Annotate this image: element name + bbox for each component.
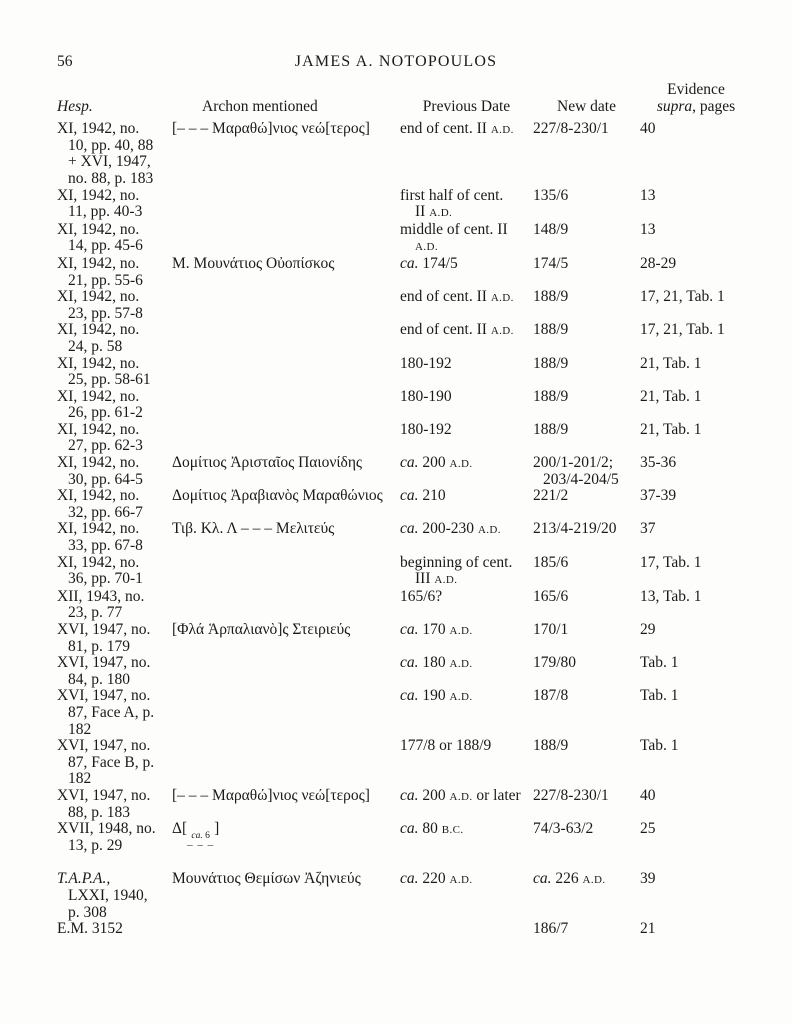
ref-cell: XI, 1942, no. 14, pp. 45-6: [57, 220, 143, 255]
evidence-cell: 40: [640, 120, 656, 138]
table-row: [57, 289, 752, 322]
new-date-cell: 185/6: [533, 553, 569, 571]
previous-date-cell: ca. 190 A.D.: [400, 687, 473, 705]
new-date-cell: 165/6: [533, 587, 569, 605]
chronology-table: [57, 82, 752, 938]
previous-date-cell: ca. 210: [400, 487, 446, 505]
ref-cell: XVI, 1947, no. 81, p. 179: [57, 621, 151, 655]
archon-cell: Δομίτιος Ἀραβιανὸς Μαραθώνιος: [172, 487, 383, 505]
previous-date-cell: end of cent. II A.D.: [400, 288, 514, 306]
table-row: [57, 688, 752, 738]
archon-cell: [– – – Μαραθώ]νιος νεώ[τερος]: [172, 120, 370, 138]
table-row: [57, 389, 752, 422]
previous-date-cell: end of cent. II A.D.: [400, 120, 514, 138]
previous-date-cell: 180-190: [400, 387, 452, 405]
previous-date-cell: middle of cent. II A.D.: [400, 220, 508, 254]
evidence-cell: 37: [640, 520, 656, 538]
evidence-cell: 13, Tab. 1: [640, 587, 702, 605]
ref-cell: XVI, 1947, no. 88, p. 183: [57, 786, 151, 821]
evidence-cell: Tab. 1: [640, 737, 679, 755]
previous-date-cell: 177/8 or 188/9: [400, 737, 492, 755]
evidence-cell: 35-36: [640, 454, 677, 472]
previous-date-cell: ca. 80 B.C.: [400, 820, 464, 838]
table-row: [57, 871, 752, 921]
archon-cell: Μ. Μουνάτιος Οὐοπίσκος: [172, 254, 335, 272]
ref-cell: XVI, 1947, no. 84, p. 180: [57, 654, 151, 688]
archon-cell: Τιβ. Κλ. Λ – – – Μελιτεύς: [172, 520, 335, 538]
table-row: [57, 121, 752, 187]
table-header-row: [57, 82, 752, 115]
table-row: [57, 455, 752, 488]
table-row: [57, 921, 752, 938]
table-row: [57, 622, 752, 655]
previous-date-cell: ca. 200 A.D.: [400, 454, 473, 472]
ref-cell: XVI, 1947, no. 87, Face B, p. 182: [57, 737, 155, 788]
ref-cell: XVII, 1948, no. 13, p. 29: [57, 820, 156, 854]
evidence-cell: 21, Tab. 1: [640, 420, 702, 438]
table-row: [57, 256, 752, 289]
evidence-cell: 13: [640, 220, 656, 238]
evidence-cell: 17, Tab. 1: [640, 553, 702, 571]
table-row: [57, 322, 752, 355]
ref-cell: XI, 1942, no. 21, pp. 55-6: [57, 254, 143, 289]
evidence-cell: 25: [640, 820, 656, 838]
column-header-hesp: Hesp.: [57, 97, 93, 115]
ref-cell: XI, 1942, no. 30, pp. 64-5: [57, 454, 143, 488]
new-date-cell: 179/80: [533, 654, 577, 672]
column-header-evidence-line2: supra, pages: [656, 97, 736, 115]
evidence-cell: Tab. 1: [640, 654, 679, 672]
previous-date-cell: ca. 170 A.D.: [400, 621, 473, 638]
table-row: [57, 356, 752, 389]
table-row: [57, 422, 752, 455]
archon-cell: [Φλά Ἁρπαλιανὸ]ς Στειριεύς: [172, 621, 351, 638]
table-body: [57, 121, 752, 938]
new-date-cell: 227/8-230/1: [533, 120, 609, 138]
ref-cell: XI, 1942, no. 10, pp. 40, 88 + XVI, 1947, no. 88, p. 183: [57, 120, 154, 187]
column-header-evidence-line1: Evidence: [667, 81, 725, 98]
new-date-cell: 74/3-63/2: [533, 820, 594, 838]
ref-cell: T.A.P.A., LXXI, 1940, p. 308: [57, 870, 148, 921]
table-row: [57, 521, 752, 554]
archon-cell: Μουνάτιος Θεμίσων Ἀζηνιεύς: [172, 870, 361, 888]
ref-cell: XI, 1942, no. 25, pp. 58-61: [57, 354, 151, 389]
ref-cell: XI, 1942, no. 32, pp. 66-7: [57, 487, 143, 521]
new-date-cell: 174/5: [533, 254, 569, 272]
page-number: 56: [57, 53, 73, 70]
table-row: [57, 788, 752, 821]
table-row: [57, 655, 752, 688]
evidence-cell: Tab. 1: [640, 687, 679, 705]
column-header-archon-mentioned: Archon mentioned: [202, 97, 318, 115]
new-date-cell: 148/9: [533, 220, 569, 238]
new-date-cell: 213/4-219/20: [533, 520, 617, 538]
evidence-cell: 21, Tab. 1: [640, 354, 702, 372]
new-date-cell: 135/6: [533, 186, 569, 204]
evidence-cell: 21, Tab. 1: [640, 387, 702, 405]
new-date-cell: 186/7: [533, 920, 569, 938]
ref-cell: XVI, 1947, no. 87, Face A, p. 182: [57, 687, 155, 738]
ref-cell: XI, 1942, no. 11, pp. 40-3: [57, 186, 143, 221]
new-date-cell: 187/8: [533, 687, 569, 705]
column-header-new-date: New date: [557, 97, 616, 115]
table-row: [57, 589, 752, 622]
previous-date-cell: end of cent. II A.D.: [400, 321, 514, 339]
evidence-cell: 28-29: [640, 254, 677, 272]
evidence-cell: 29: [640, 621, 656, 638]
new-date-cell: 188/9: [533, 288, 569, 306]
evidence-cell: 21: [640, 920, 656, 938]
new-date-cell: 221/2: [533, 487, 569, 505]
ref-cell: E.M. 3152: [57, 920, 123, 938]
previous-date-cell: ca. 220 A.D.: [400, 870, 473, 888]
table-row: [57, 555, 752, 589]
ref-cell: XI, 1942, no. 23, pp. 57-8: [57, 288, 143, 322]
table-row: [57, 488, 752, 521]
new-date-cell: 188/9: [533, 387, 569, 405]
column-header-previous-date: Previous Date: [422, 97, 511, 115]
previous-date-cell: ca. 174/5: [400, 254, 458, 272]
evidence-cell: 17, 21, Tab. 1: [640, 321, 725, 339]
ref-cell: XI, 1942, no. 26, pp. 61-2: [57, 387, 143, 422]
previous-date-cell: ca. 200-230 A.D.: [400, 520, 501, 538]
previous-date-cell: 180-192: [400, 354, 452, 372]
archon-cell: [– – – Μαραθώ]νιος νεώ[τερος]: [172, 786, 370, 804]
new-date-cell: 188/9: [533, 420, 569, 438]
new-date-cell: 188/9: [533, 737, 569, 755]
previous-date-cell: ca. 180 A.D.: [400, 654, 473, 672]
previous-date-cell: 165/6?: [400, 587, 443, 605]
new-date-cell: 170/1: [533, 621, 569, 638]
evidence-cell: 13: [640, 186, 656, 204]
ref-cell: XI, 1942, no. 27, pp. 62-3: [57, 420, 143, 455]
evidence-cell: 37-39: [640, 487, 677, 505]
new-date-cell: 200/1-201/2; 203/4-204/5: [533, 454, 619, 488]
previous-date-cell: beginning of cent. III A.D.: [400, 553, 513, 588]
table-row: [57, 188, 752, 222]
table-row: [57, 222, 752, 256]
previous-date-cell: first half of cent. II A.D.: [400, 186, 504, 221]
archon-cell: Δ[ ca. 6 – – – ]: [172, 820, 220, 852]
evidence-cell: 17, 21, Tab. 1: [640, 288, 725, 306]
new-date-cell: 227/8-230/1: [533, 786, 609, 804]
column-header-evidence: [640, 82, 752, 115]
ref-cell: XII, 1943, no. 23, p. 77: [57, 587, 145, 622]
table-row: [57, 738, 752, 788]
table-row: [57, 821, 752, 854]
page-title: JAMES A. NOTOPOULOS: [294, 53, 498, 70]
new-date-cell: 188/9: [533, 354, 569, 372]
new-date-cell: 188/9: [533, 321, 569, 339]
previous-date-cell: 180-192: [400, 420, 452, 438]
previous-date-cell: ca. 200 A.D. or later: [400, 786, 521, 804]
evidence-cell: 40: [640, 786, 656, 804]
archon-cell: Δομίτιος Ἀρισταῖος Παιονίδης: [172, 454, 363, 472]
ref-cell: XI, 1942, no. 33, pp. 67-8: [57, 520, 143, 555]
new-date-cell: ca. 226 A.D.: [533, 870, 606, 888]
ref-cell: XI, 1942, no. 36, pp. 70-1: [57, 553, 143, 588]
evidence-cell: 39: [640, 870, 656, 888]
ref-cell: XI, 1942, no. 24, p. 58: [57, 321, 140, 355]
